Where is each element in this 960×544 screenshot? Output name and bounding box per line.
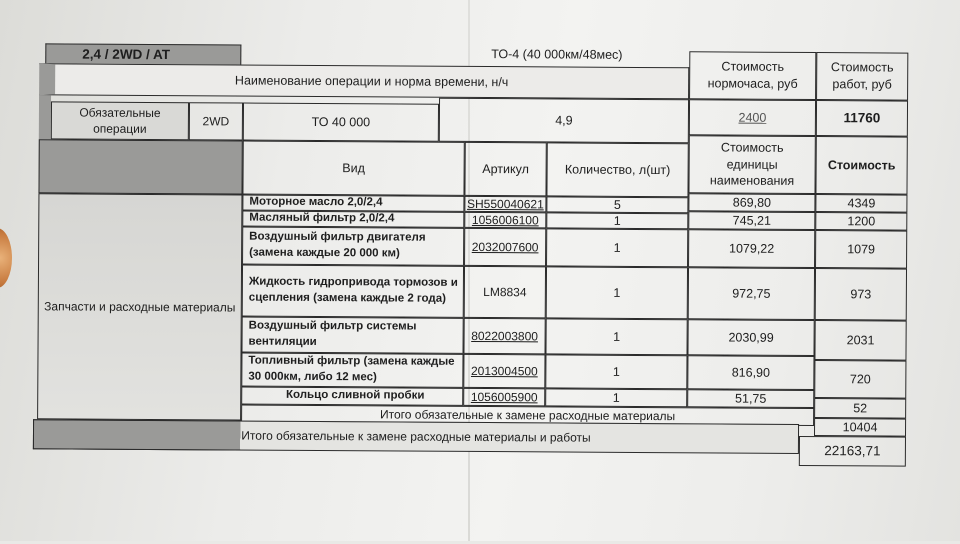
header-operation: Наименование операции и норма времени, н/ч (39, 63, 689, 99)
to-title: ТО-4 (40 000км/48мес) (491, 47, 623, 62)
parts-total-label: Итого обязательные к замене расходные материалы (241, 405, 814, 426)
part-qty: 1 (546, 266, 688, 319)
part-name: Масляный фильтр 2,0/2,4 (242, 211, 464, 228)
header-work-cost: Стоимость работ, руб (816, 52, 908, 101)
part-qty: 1 (545, 354, 687, 389)
part-article: SH550040621 (464, 196, 546, 213)
header-hour-cost: Стоимость нормочаса, руб (689, 51, 816, 100)
part-unit-cost: 869,80 (688, 193, 815, 212)
part-name: Воздушный фильтр системы вентиляции (241, 317, 463, 354)
parts-header-qty: Количество, л(шт) (546, 142, 688, 197)
part-cost: 2031 (814, 320, 906, 361)
part-unit-cost: 745,21 (688, 211, 815, 230)
left-gray-bar (39, 95, 51, 139)
required-drive: 2WD (189, 102, 243, 140)
parts-header-unit-cost: Стоимость единицы наименования (688, 135, 815, 194)
parts-header-gray (38, 139, 242, 194)
part-name: Воздушный фильтр двигателя (замена каждые 20 000 км) (242, 227, 464, 266)
required-rate: 2400 (689, 99, 816, 136)
part-article: 8022003800 (463, 318, 545, 355)
part-unit-cost: 51,75 (687, 389, 814, 408)
part-unit-cost: 1079,22 (688, 229, 815, 268)
part-unit-cost: 816,90 (687, 355, 814, 390)
grand-total-label: Итого обязательные к замене расходные материалы и работы (33, 419, 799, 454)
parts-header-cost: Стоимость (815, 136, 907, 195)
part-article: LM8834 (464, 266, 546, 318)
part-name: Моторное масло 2,0/2,4 (242, 195, 464, 212)
part-cost: 4349 (815, 194, 907, 213)
part-unit-cost: 2030,99 (687, 319, 814, 356)
part-cost: 1079 (815, 230, 907, 269)
part-article: 1056006100 (464, 212, 546, 229)
required-hours: 4,9 (439, 98, 689, 144)
part-article: 2013004500 (463, 354, 545, 389)
part-unit-cost: 972,75 (688, 267, 815, 320)
parts-total-value: 10404 (814, 418, 906, 437)
part-cost: 1200 (815, 212, 907, 231)
parts-header-kind: Вид (242, 141, 464, 196)
part-qty: 1 (546, 228, 688, 267)
part-qty: 1 (545, 318, 687, 355)
grand-total-value: 22163,71 (799, 436, 906, 467)
part-name: Топливный фильтр (замена каждые 30 000км, либо 12 мес) (241, 353, 463, 388)
part-qty: 1 (546, 212, 688, 229)
part-article: 1056005900 (463, 388, 545, 407)
part-qty: 5 (546, 196, 688, 213)
part-qty: 1 (545, 388, 687, 407)
part-name: Жидкость гидропривода тормозов и сцепления (замена каждые 2 года) (242, 265, 464, 318)
required-work-total: 11760 (816, 100, 908, 137)
part-cost: 720 (814, 360, 906, 399)
part-name: Кольцо сливной пробки (241, 387, 463, 406)
part-cost: 973 (815, 268, 907, 321)
required-to: ТО 40 000 (243, 103, 439, 142)
part-article: 2032007600 (464, 228, 546, 267)
parts-header-article: Артикул (464, 142, 546, 196)
required-label: Обязательные операции (51, 101, 189, 140)
parts-section-label: Запчасти и расходные материалы (37, 193, 242, 420)
model-title: 2,4 / 2WD / AT (45, 43, 241, 66)
part-cost: 52 (814, 398, 906, 419)
